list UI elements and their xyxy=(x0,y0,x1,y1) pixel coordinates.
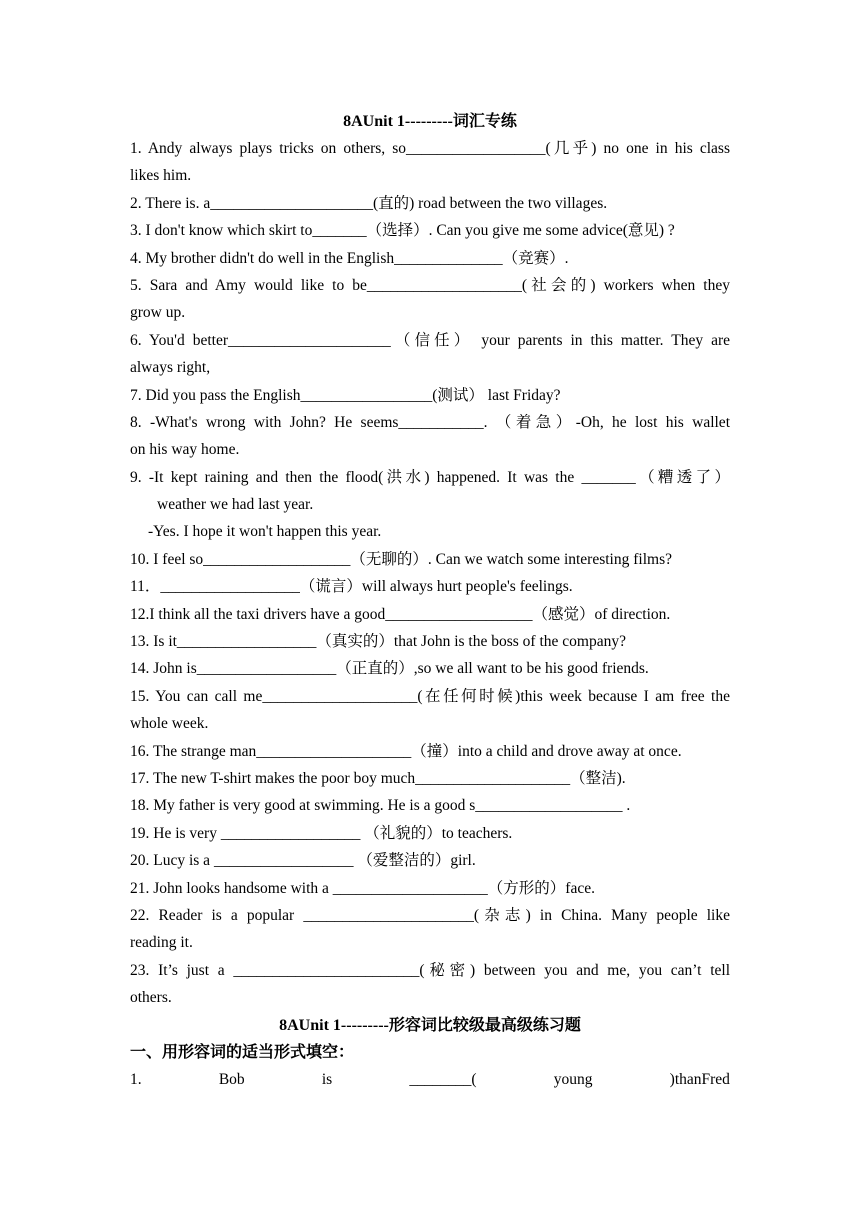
spread-word: 1. xyxy=(130,1070,142,1088)
exercise-line: 23. It’s just a ________________________(秘密) between you and me, you can’t tell xyxy=(130,961,730,979)
answer-blank[interactable]: ________( xyxy=(409,1070,477,1088)
exercise-line: 2. There is. a_____________________(直的) road between the two villages. xyxy=(130,194,608,212)
exercise-line: 18. My father is very good at swimming. He is a good s___________________ . xyxy=(130,797,631,815)
exercise-line: 5. Sara and Amy would like to be____________________(社会的) workers when they xyxy=(130,276,730,294)
spread-word: young xyxy=(553,1070,593,1088)
exercise-line: likes him. xyxy=(130,167,192,185)
exercise-lines xyxy=(130,135,730,1012)
section-heading: 一、用形容词的适当形式填空： xyxy=(130,1043,355,1061)
exercise-line: 20. Lucy is a __________________ （爱整洁的）girl. xyxy=(130,852,476,870)
spread-word: )thanFred xyxy=(669,1070,730,1088)
exercise-line: weather we had last year. xyxy=(157,496,314,514)
exercise-line: reading it. xyxy=(130,934,193,952)
exercise-line: whole week. xyxy=(130,715,209,733)
exercise-line: -Yes. I hope it won't happen this year. xyxy=(148,523,382,541)
exercise-line: 9. -It kept raining and then the flood(洪水) happened. It was the _______（糟透了） xyxy=(130,468,730,486)
exercise-line: 13. Is it__________________（真实的）that John is the boss of the company? xyxy=(130,633,626,651)
exercise-line: 10. I feel so___________________（无聊的）. Can we watch some interesting films? xyxy=(130,550,672,568)
spread-word: Bob xyxy=(218,1070,245,1088)
exercise-line: 11．__________________（谎言）will always hurt people's feelings. xyxy=(130,578,573,596)
exercise-line-1 xyxy=(130,1066,730,1093)
exercise-line: 15. You can call me____________________(在任何时候)this week because I am free the xyxy=(130,687,730,705)
exercise-line: 1. Andy always plays tricks on others, so__________________(几乎) no one in his class xyxy=(130,140,730,157)
comparison-title: 8AUnit 1---------形容词比较级最高级练习题 xyxy=(279,1016,581,1034)
exercise-line: 3. I don't know which skirt to_______（选择）. Can you give me some advice(意见) ? xyxy=(130,222,675,240)
exercise-line: 8. -What's wrong with John? He seems___________. （着急）-Oh, he lost his wallet xyxy=(130,413,730,431)
worksheet-page xyxy=(130,108,730,1093)
spread-word: is xyxy=(321,1070,333,1088)
exercise-line: 22. Reader is a popular ______________________(杂志) in China. Many people like xyxy=(130,906,730,924)
exercise-line: on his way home. xyxy=(130,441,240,459)
exercise-line: 4. My brother didn't do well in the English______________（竞赛）. xyxy=(130,249,569,267)
exercise-line: grow up. xyxy=(130,304,186,322)
exercise-line: 12.I think all the taxi drivers have a good___________________（感觉）of direction. xyxy=(130,605,671,623)
exercise-line: 19. He is very __________________ （礼貌的）to teachers. xyxy=(130,824,513,842)
exercise-line: always right, xyxy=(130,359,211,377)
exercise-line: 21. John looks handsome with a ____________________（方形的）face. xyxy=(130,879,595,897)
exercise-line: others. xyxy=(130,989,172,1007)
exercise-line: 16. The strange man____________________（撞）into a child and drove away at once. xyxy=(130,742,682,760)
vocabulary-title: 8AUnit 1---------词汇专练 xyxy=(343,113,517,130)
exercise-line: 14. John is__________________（正直的）,so we all want to be his good friends. xyxy=(130,660,649,678)
exercise-line: 6. You'd better_____________________（信任） your parents in this matter. They are xyxy=(130,331,730,349)
exercise-line: 7. Did you pass the English_________________(测试） last Friday? xyxy=(130,386,561,404)
exercise-line: 17. The new T-shirt makes the poor boy much____________________（整洁). xyxy=(130,769,626,787)
